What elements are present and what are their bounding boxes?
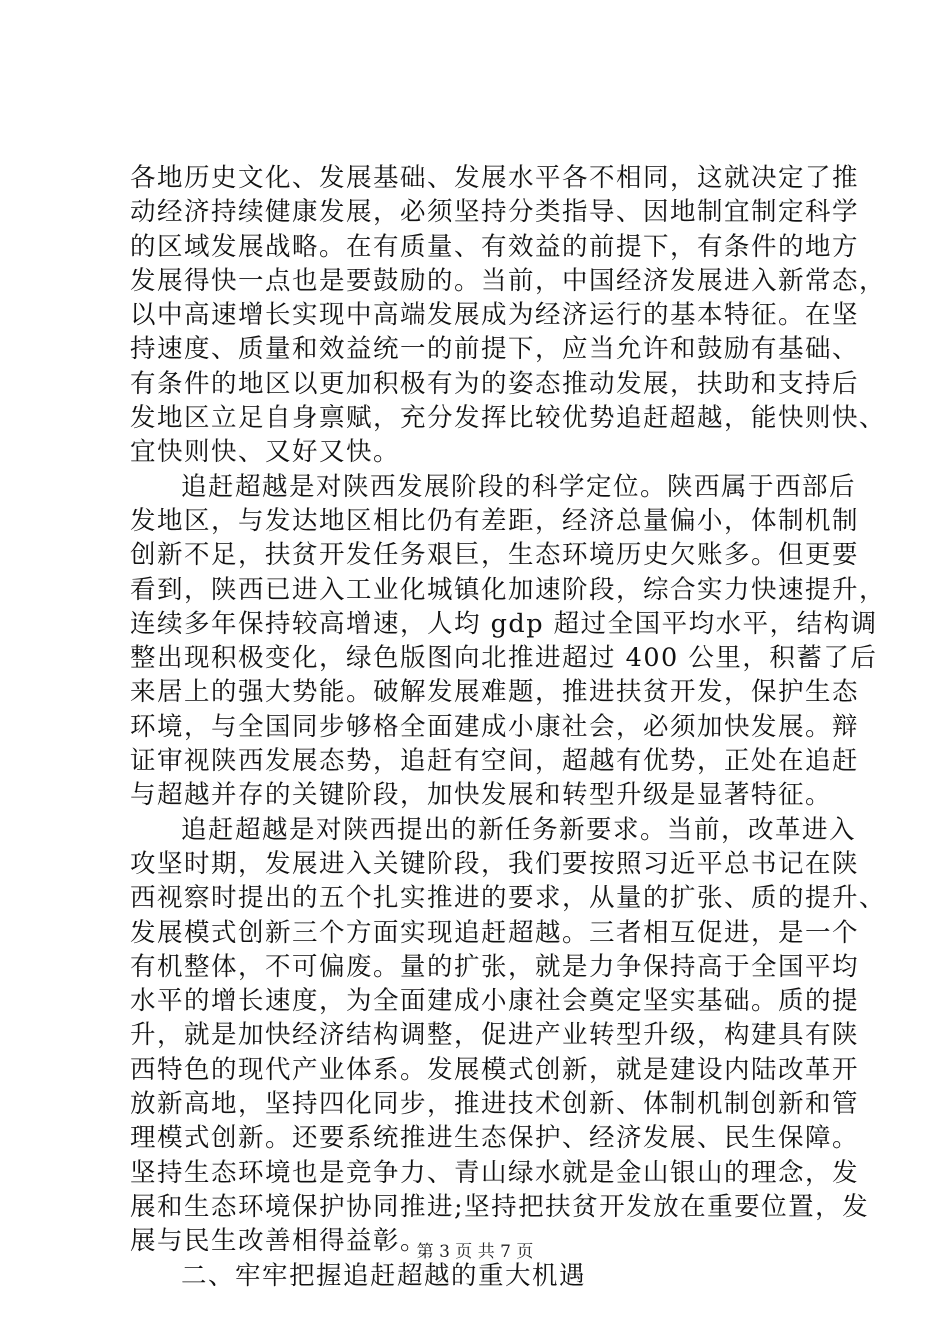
text-line: 西视察时提出的五个扎实推进的要求，从量的扩张、质的提升、 xyxy=(130,883,887,914)
text-line: 发地区，与发达地区相比仍有差距，经济总量偏小，体制机制 xyxy=(130,505,860,536)
text-line: 以中高速增长实现中高端发展成为经济运行的基本特征。在坚 xyxy=(130,300,860,331)
text-line: 整出现积极变化，绿色版图向北推进超过 400 公里，积蓄了后 xyxy=(130,643,878,674)
text-line: 有条件的地区以更加积极有为的姿态推动发展，扶助和支持后 xyxy=(130,368,860,399)
text-line: 放新高地，坚持四化同步，推进技术创新、体制机制创新和管 xyxy=(130,1089,860,1120)
text-line: 创新不足，扶贫开发任务艰巨，生态环境历史欠账多。但更要 xyxy=(130,540,860,571)
text-line: 持速度、质量和效益统一的前提下，应当允许和鼓励有基础、 xyxy=(130,334,860,365)
text-line: 与超越并存的关键阶段，加快发展和转型升级是显著特征。 xyxy=(130,780,833,811)
text-line: 动经济持续健康发展，必须坚持分类指导、因地制宜制定科学 xyxy=(130,197,860,228)
text-line: 的区域发展战略。在有质量、有效益的前提下，有条件的地方 xyxy=(130,231,860,262)
text-line: 攻坚时期，发展进入关键阶段，我们要按照习近平总书记在陕 xyxy=(130,848,860,879)
text-line: 发地区立足自身禀赋，充分发挥比较优势追赶超越，能快则快、 xyxy=(130,403,887,434)
text-line: 展与民生改善相得益彰。 xyxy=(130,1226,428,1257)
text-line: 升，就是加快经济结构调整，促进产业转型升级，构建具有陕 xyxy=(130,1020,860,1051)
text-line: 发展得快一点也是要鼓励的。当前，中国经济发展进入新常态， xyxy=(130,265,887,296)
text-line: 看到，陕西已进入工业化城镇化加速阶段，综合实力快速提升， xyxy=(130,574,887,605)
text-line: 证审视陕西发展态势，追赶有空间，超越有优势，正处在追赶 xyxy=(130,746,860,777)
text-line: 发展模式创新三个方面实现追赶超越。三者相互促进，是一个 xyxy=(130,917,860,948)
paragraph-start-line: 追赶超越是对陕西发展阶段的科学定位。陕西属于西部后 xyxy=(181,471,857,502)
text-line: 有机整体，不可偏废。量的扩张，就是力争保持高于全国平均 xyxy=(130,951,860,982)
text-line: 展和生态环境保护协同推进;坚持把扶贫开发放在重要位置，发 xyxy=(130,1191,870,1222)
text-line: 西特色的现代产业体系。发展模式创新，就是建设内陆改革开 xyxy=(130,1054,860,1085)
text-line: 连续多年保持较高增速，人均 gdp 超过全国平均水平，结构调 xyxy=(130,608,878,639)
text-line: 理模式创新。还要系统推进生态保护、经济发展、民生保障。 xyxy=(130,1123,860,1154)
text-line: 来居上的强大势能。破解发展难题，推进扶贫开发，保护生态 xyxy=(130,677,860,708)
text-line: 各地历史文化、发展基础、发展水平各不相同，这就决定了推 xyxy=(130,163,860,193)
page-footer: 第 3 页 共 7 页 xyxy=(416,1242,534,1262)
section-heading: 二、牢牢把握追赶超越的重大机遇 xyxy=(181,1260,587,1291)
text-line: 坚持生态环境也是竞争力、青山绿水就是金山银山的理念，发 xyxy=(130,1157,860,1188)
text-line: 水平的增长速度，为全面建成小康社会奠定坚实基础。质的提 xyxy=(130,986,860,1017)
body-text xyxy=(130,161,887,1293)
paragraph-start-line: 追赶超越是对陕西提出的新任务新要求。当前，改革进入 xyxy=(181,814,857,845)
text-line: 环境，与全国同步够格全面建成小康社会，必须加快发展。辩 xyxy=(130,711,860,742)
text-line: 宜快则快、又好又快。 xyxy=(130,437,401,468)
